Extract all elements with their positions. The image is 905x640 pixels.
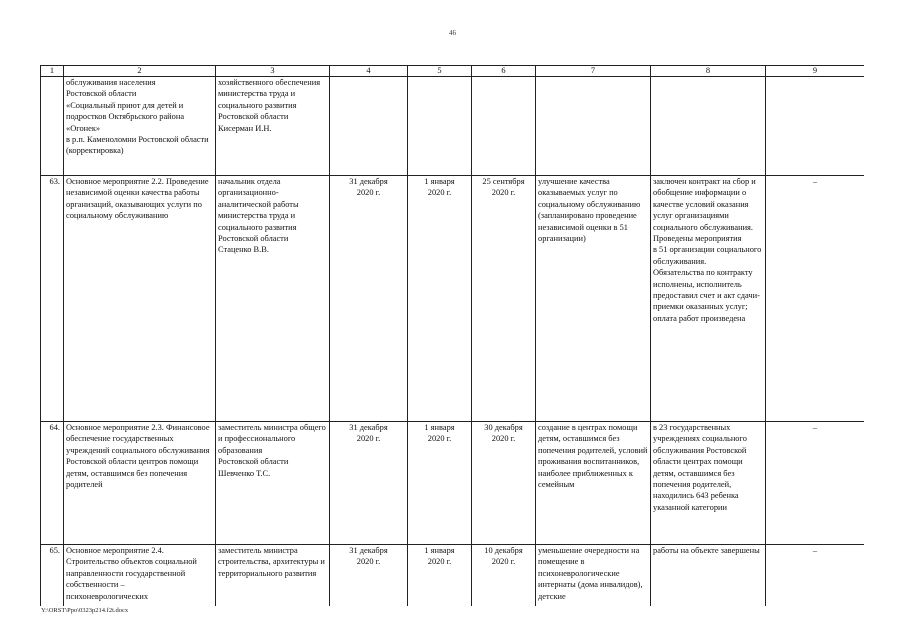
plan-start-cell	[330, 77, 408, 176]
report-table-container	[40, 65, 864, 606]
plan-end-cell: 1 января 2020 г.	[408, 545, 472, 607]
achieved-result-cell: заключен контракт на сбор и обобщение информации о качестве условий оказания услуг организациями социального обслуживания. Проведены мероприятия в 51 организации социального обслуживания. Обязательства по контракту исполнены, исполнитель предоставил счет и акт сдачи-приемки оказанных услуг; оплата работ произведена	[651, 176, 766, 422]
column-number: 4	[330, 66, 408, 77]
actual-end-cell: 25 сентября 2020 г.	[472, 176, 536, 422]
problems-cell	[766, 77, 865, 176]
achieved-result-cell	[651, 77, 766, 176]
table-row	[41, 545, 865, 607]
event-cell: обслуживания населения Ростовской области «Социальный приют для детей и подростков Октябрьского района «Огонек» в р.п. Каменоломни Ростовской области (корректировка)	[64, 77, 216, 176]
achieved-result-cell: в 23 государственных учреждениях социального обслуживания Ростовской области центрах помощи детям, оставшимся без попечения родителей, находились 643 ребенка указанной категории	[651, 422, 766, 545]
column-number: 1	[41, 66, 64, 77]
event-cell: Основное мероприятие 2.4. Строительство объектов социальной направленности государственной собственности – психоневрологических	[64, 545, 216, 607]
actual-end-cell	[472, 77, 536, 176]
column-number: 2	[64, 66, 216, 77]
plan-start-cell: 31 декабря 2020 г.	[330, 422, 408, 545]
plan-end-cell	[408, 77, 472, 176]
event-cell: Основное мероприятие 2.2. Проведение независимой оценки качества работы организаций, оказывающих услуги по социальному обслуживанию	[64, 176, 216, 422]
column-number: 6	[472, 66, 536, 77]
expected-result-cell: улучшение качества оказываемых услуг по социальному обслуживанию (запланировано проведение независимой оценки в 51 организации)	[536, 176, 651, 422]
achieved-result-cell: работы на объекте завершены	[651, 545, 766, 607]
expected-result-cell: создание в центрах помощи детям, оставшимся без попечения родителей, условий проживания воспитанников, наиболее приближенных к семейным	[536, 422, 651, 545]
column-number: 7	[536, 66, 651, 77]
table-row	[41, 422, 865, 545]
page-number: 46	[449, 29, 456, 37]
continuation-row	[41, 77, 865, 176]
table-row	[41, 176, 865, 422]
expected-result-cell	[536, 77, 651, 176]
problems-cell: –	[766, 422, 865, 545]
row-number-cell	[41, 77, 64, 176]
responsible-cell: начальник отдела организационно-аналитической работы министерства труда и социального развития Ростовской области Стаценко В.В.	[216, 176, 330, 422]
responsible-cell: заместитель министра строительства, архитектуры и территориального развития	[216, 545, 330, 607]
responsible-cell: хозяйственного обеспечения министерства труда и социального развития Ростовской области Кисерман И.Н.	[216, 77, 330, 176]
column-number: 5	[408, 66, 472, 77]
file-path-footer: Y:\ORST\Ppo\0323p214.f2t.docx	[41, 607, 129, 614]
expected-result-cell: уменьшение очередности на помещение в психоневрологические интернаты (дома инвалидов), детские	[536, 545, 651, 607]
plan-start-cell: 31 декабря 2020 г.	[330, 545, 408, 607]
plan-end-cell: 1 января 2020 г.	[408, 422, 472, 545]
report-table	[40, 65, 864, 606]
plan-end-cell: 1 января 2020 г.	[408, 176, 472, 422]
row-number-cell: 65.	[41, 545, 64, 607]
actual-end-cell: 10 декабря 2020 г.	[472, 545, 536, 607]
row-number-cell: 63.	[41, 176, 64, 422]
row-number-cell: 64.	[41, 422, 64, 545]
column-number: 9	[766, 66, 865, 77]
responsible-cell: заместитель министра общего и профессионального образования Ростовской области Шевченко Т.С.	[216, 422, 330, 545]
problems-cell: –	[766, 545, 865, 607]
column-number: 3	[216, 66, 330, 77]
plan-start-cell: 31 декабря 2020 г.	[330, 176, 408, 422]
problems-cell: –	[766, 176, 865, 422]
column-number: 8	[651, 66, 766, 77]
event-cell: Основное мероприятие 2.3. Финансовое обеспечение государственных учреждений социального обслуживания Ростовской области центров помощи детям, оставшимся без попечения родителей	[64, 422, 216, 545]
actual-end-cell: 30 декабря 2020 г.	[472, 422, 536, 545]
column-number-row	[41, 66, 865, 77]
